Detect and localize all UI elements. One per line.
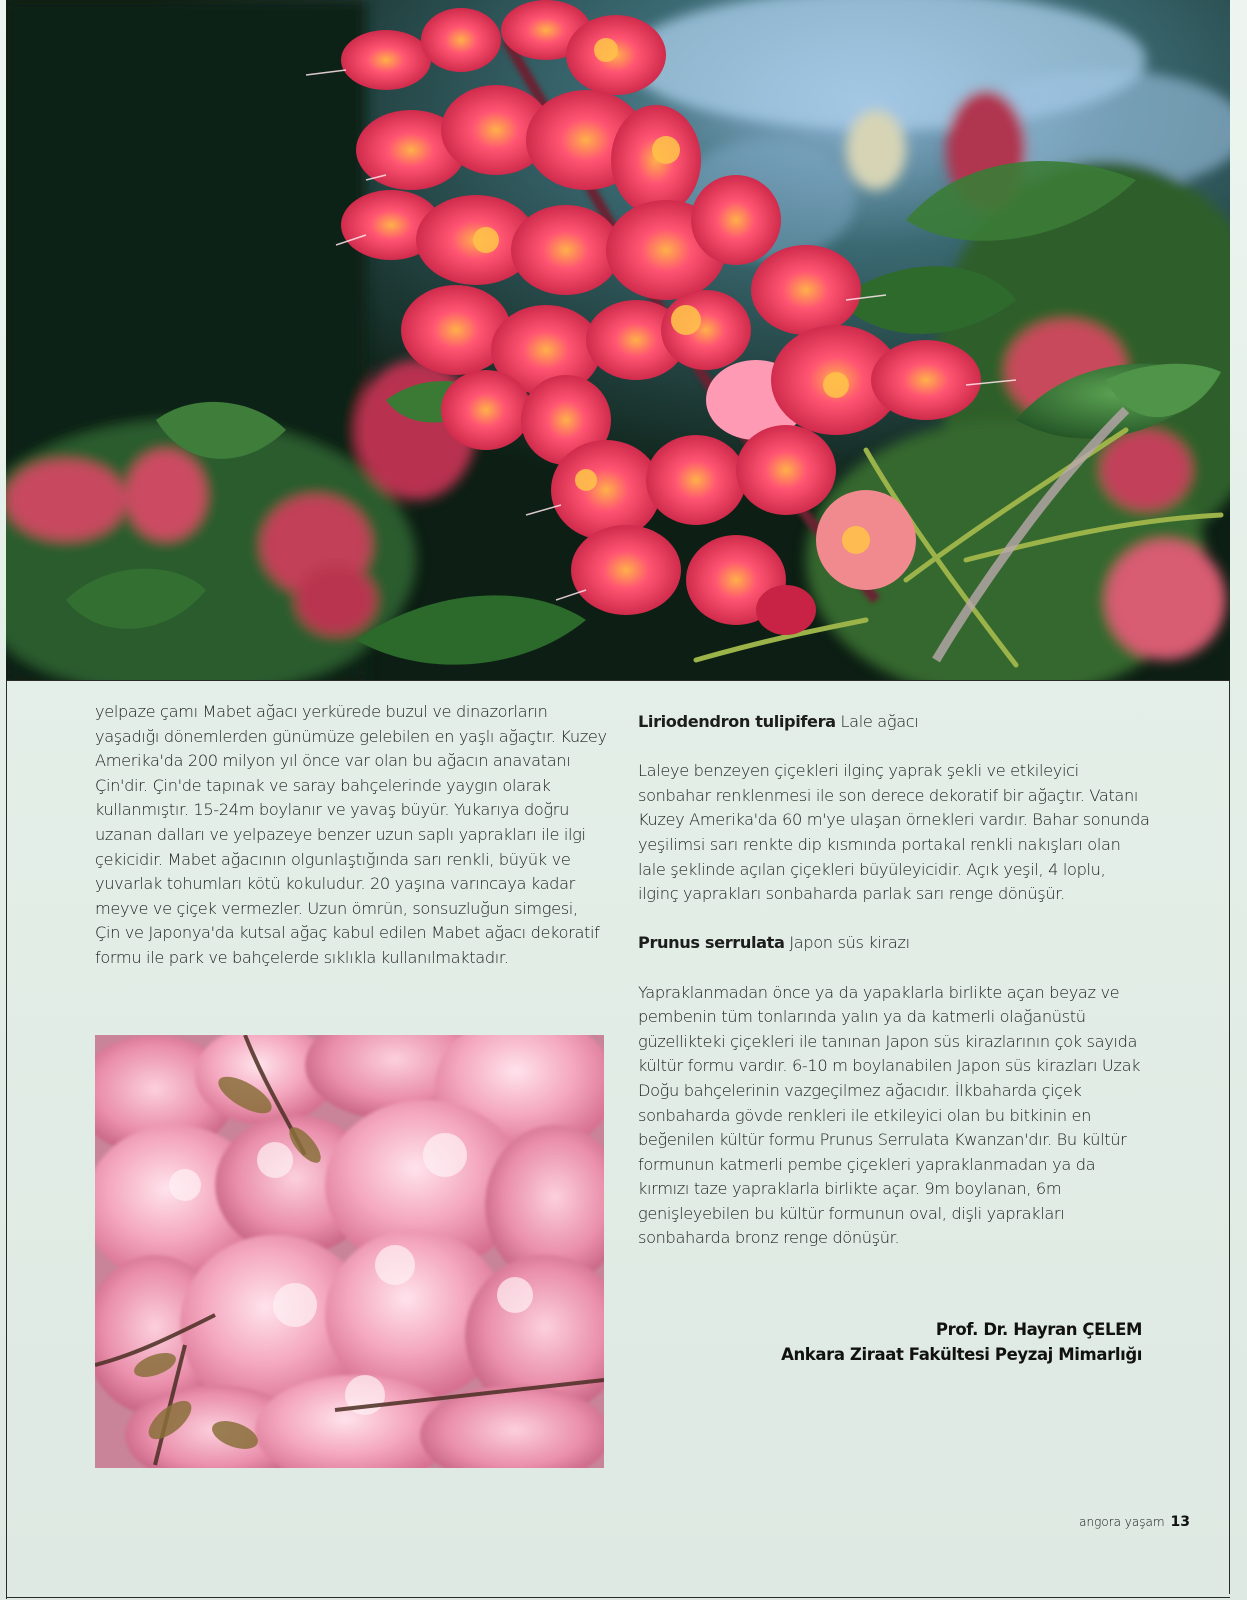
red-horse-chestnut-blossom-photo (6, 0, 1230, 681)
author-name: Prof. Dr. Hayran ÇELEM (935, 1320, 1142, 1339)
section-paragraph-prunus: Yapraklanmadan önce ya da yapaklarla birlikte açan beyaz ve pembenin tüm tonlarında yalın ya da katmerli olağanüstü güzellikteki çiçekleri ile tanınan Japon süs kirazlarının çok sayıda kültür formu vardır. 6-10 m boylanabilen Japon süs kirazları Uzak Doğu bahçelerinin vazgeçilmez ağacıdır. İlkbaharda çiçek sonbaharda gövde renkleri ile etkileyici olan bu bitkinin en beğenilen kültür formu Prunus Serrulata Kwanzan'dır. Bu kültür formunun katmerli pembe çiçekleri yapraklanmadan ya da kırmızı taze yapraklarla birlikte açar. 9m boylanan, 6m genişleyebilen bu kültür formunun oval, dişli yaprakları sonbaharda bronz renge dönüşür. (638, 982, 1141, 1248)
page-number: 13 (1170, 1514, 1190, 1530)
section-heading-prunus (638, 931, 1150, 956)
frame-line (6, 1597, 1230, 1598)
latin-name: Prunus serrulata (638, 933, 785, 953)
page-footer (1000, 1511, 1190, 1530)
magazine-name: angora yaşam (1079, 1515, 1165, 1529)
common-name: Lale ağacı (840, 712, 919, 731)
pink-cherry-blossom-photo (95, 1035, 604, 1468)
left-column-paragraph: yelpaze çamı Mabet ağacı yerkürede buzul ve dinazorların yaşadığı dönemlerden günümüze gelebilen en yaşlı ağaçtır. Kuzey Amerika'da 200 milyon yıl önce var olan bu ağacın anavatanı Çin'dir. Çin'de tapınak ve saray bahçelerinde yaygın olarak kullanmıştır. 15-24m boylanır ve yavaş büyür. Yukarıya doğru uzanan dalları ve yelpazeye benzer uzun saplı yaprakları ile ilgi çekicidir. Mabet ağacının olgunlaştığında sarı renkli, büyük ve yuvarlak tohumları kötü kokuludur. 20 yaşına varıncaya kadar meyve ve çiçek vermezler. Uzun ömrün, sonsuzluğun simgesi, Çin ve Japonya'da kutsal ağaç kabul edilen Mabet ağacı dekoratif formu ile park ve bahçelerde sıklıkla kullanılmaktadır. (95, 702, 607, 967)
author-affiliation: Ankara Ziraat Fakültesi Peyzaj Mimarlığı (781, 1345, 1142, 1364)
section-paragraph-liriodendron: Laleye benzeyen çiçekleri ilginç yaprak şekli ve etkileyici sonbahar renklenmesi ile son derece dekoratif bir ağaçtır. Vatanı Kuzey Amerika'da 60 m'ye ulaşan örnekleri vardır. Bahar sonunda yeşilimsi sarı renkte dip kısmında portakal renkli nakışları olan lale şeklinde açılan çiçekleri büyüleyicidir. Açık yeşil, 4 loplu, ilginç yaprakları sonbaharda parlak sarı renge dönüşür. (638, 761, 1150, 904)
section-heading-liriodendron (638, 710, 1150, 735)
left-column (95, 700, 607, 971)
right-column (638, 710, 1150, 1251)
common-name: Japon süs kirazı (789, 933, 910, 953)
latin-name: Liriodendron tulipifera (638, 712, 836, 731)
author-signature (700, 1317, 1142, 1367)
